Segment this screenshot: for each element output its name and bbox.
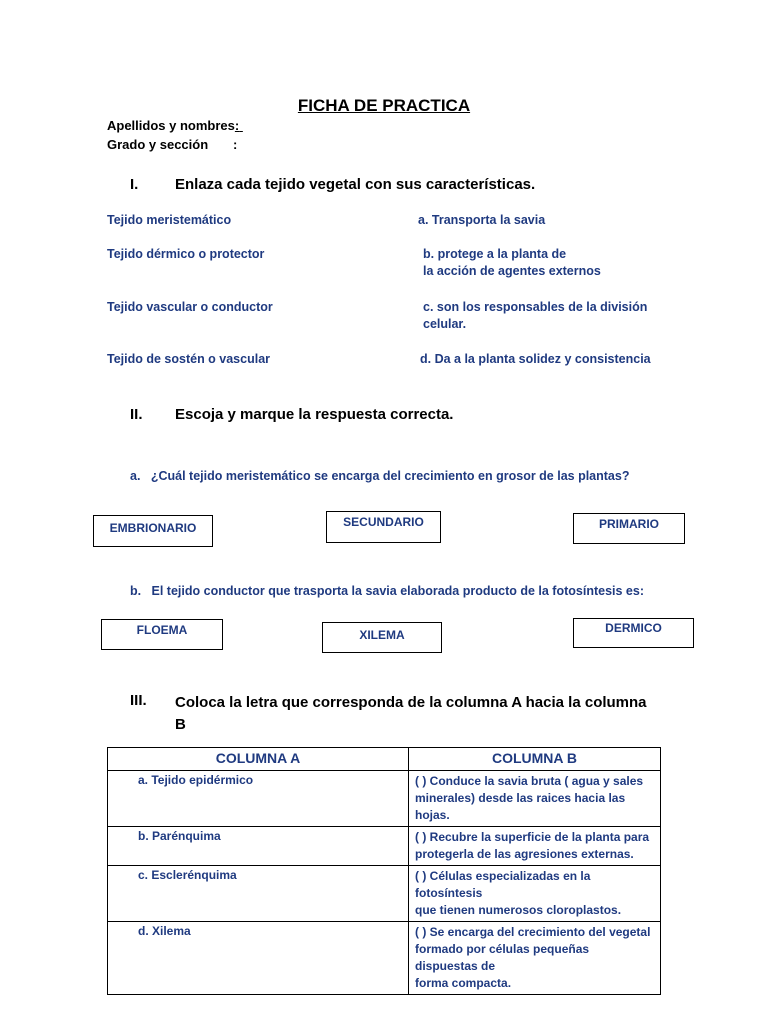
option-secundario[interactable]: SECUNDARIO: [326, 511, 441, 543]
column-b-line: ( ) Células especializadas en la fotosíntesis: [415, 869, 591, 900]
right-item-b-line2: la acción de agentes externos: [423, 264, 601, 278]
column-b-header: COLUMNA B: [409, 748, 661, 771]
right-item-b-line1: b. protege a la planta de: [423, 247, 567, 261]
column-a-cell: d. Xilema: [108, 922, 409, 995]
matching-table: [107, 747, 661, 995]
option-floema[interactable]: FLOEMA: [101, 619, 223, 650]
names-field: [107, 118, 243, 133]
question-a: a. ¿Cuál tejido meristemático se encarga del crecimiento en grosor de las plantas?: [130, 469, 630, 483]
names-colon: :: [234, 118, 240, 133]
right-item-c-line1: c. son los responsables de la división: [423, 300, 648, 314]
column-b-line: ( ) Conduce la savia bruta ( agua y sales: [415, 774, 644, 788]
right-item-d: [420, 351, 651, 368]
right-item-c: [423, 299, 647, 333]
section3-heading-line1: Coloca la letra que corresponda de la columna A hacia la columna: [175, 694, 647, 711]
table-row: [108, 866, 661, 922]
section3-heading: [175, 692, 647, 736]
column-b-line: forma compacta.: [415, 976, 512, 990]
page-title: FICHA DE PRACTICA: [297, 96, 471, 115]
column-a-cell: a. Tejido epidérmico: [108, 771, 409, 827]
column-a-cell: c. Esclerénquima: [108, 866, 409, 922]
left-item-2: Tejido dérmico o protector: [107, 247, 265, 261]
question-b: b. El tejido conductor que trasporta la savia elaborada producto de la fotosíntesis es:: [130, 584, 644, 598]
section3-heading-line2: B: [175, 716, 186, 733]
column-b-cell[interactable]: [409, 866, 661, 922]
right-item-d-line: d. Da a la planta solidez y consistencia: [420, 352, 651, 366]
right-item-b: [423, 246, 601, 280]
column-b-line: ( ) Se encarga del crecimiento del vegetal: [415, 925, 651, 939]
table-row: [108, 922, 661, 995]
table-row: [108, 771, 661, 827]
grade-field: [107, 137, 238, 152]
column-a-header: COLUMNA A: [108, 748, 409, 771]
column-b-cell[interactable]: [409, 922, 661, 995]
option-dermico[interactable]: DERMICO: [573, 618, 694, 648]
column-b-line: ( ) Recubre la superficie de la planta para: [415, 830, 650, 844]
right-item-a-line: a. Transporta la savia: [418, 213, 546, 227]
column-a-cell: b. Parénquima: [108, 827, 409, 866]
section3-number: III.: [130, 692, 147, 709]
right-item-c-line2: celular.: [423, 317, 467, 331]
table-row: [108, 827, 661, 866]
left-item-1: Tejido meristemático: [107, 213, 232, 227]
names-label: Apellidos y nombres: [107, 118, 235, 133]
column-b-line: que tienen numerosos cloroplastos.: [415, 903, 622, 917]
column-b-line: formado por células pequeñas dispuestas de: [415, 942, 590, 973]
section1-heading: Enlaza cada tejido vegetal con sus características.: [175, 176, 536, 193]
grade-colon: :: [233, 137, 238, 152]
left-item-3: Tejido vascular o conductor: [107, 300, 273, 314]
column-b-cell[interactable]: [409, 771, 661, 827]
column-b-cell[interactable]: [409, 827, 661, 866]
option-embrionario[interactable]: EMBRIONARIO: [93, 515, 213, 547]
option-primario[interactable]: PRIMARIO: [573, 513, 685, 544]
grade-label: Grado y sección: [107, 137, 209, 152]
option-xilema[interactable]: XILEMA: [322, 622, 442, 653]
section1-number: I.: [130, 176, 139, 193]
table-header-row: [108, 748, 661, 771]
left-item-4: Tejido de sostén o vascular: [107, 352, 271, 366]
right-item-a: [418, 212, 545, 229]
column-b-line: protegerla de las agresiones externas.: [415, 847, 634, 861]
column-b-line: minerales) desde las raices hacia las hojas.: [415, 791, 626, 822]
section2-number: II.: [130, 406, 143, 423]
section2-heading: Escoja y marque la respuesta correcta.: [175, 406, 454, 423]
